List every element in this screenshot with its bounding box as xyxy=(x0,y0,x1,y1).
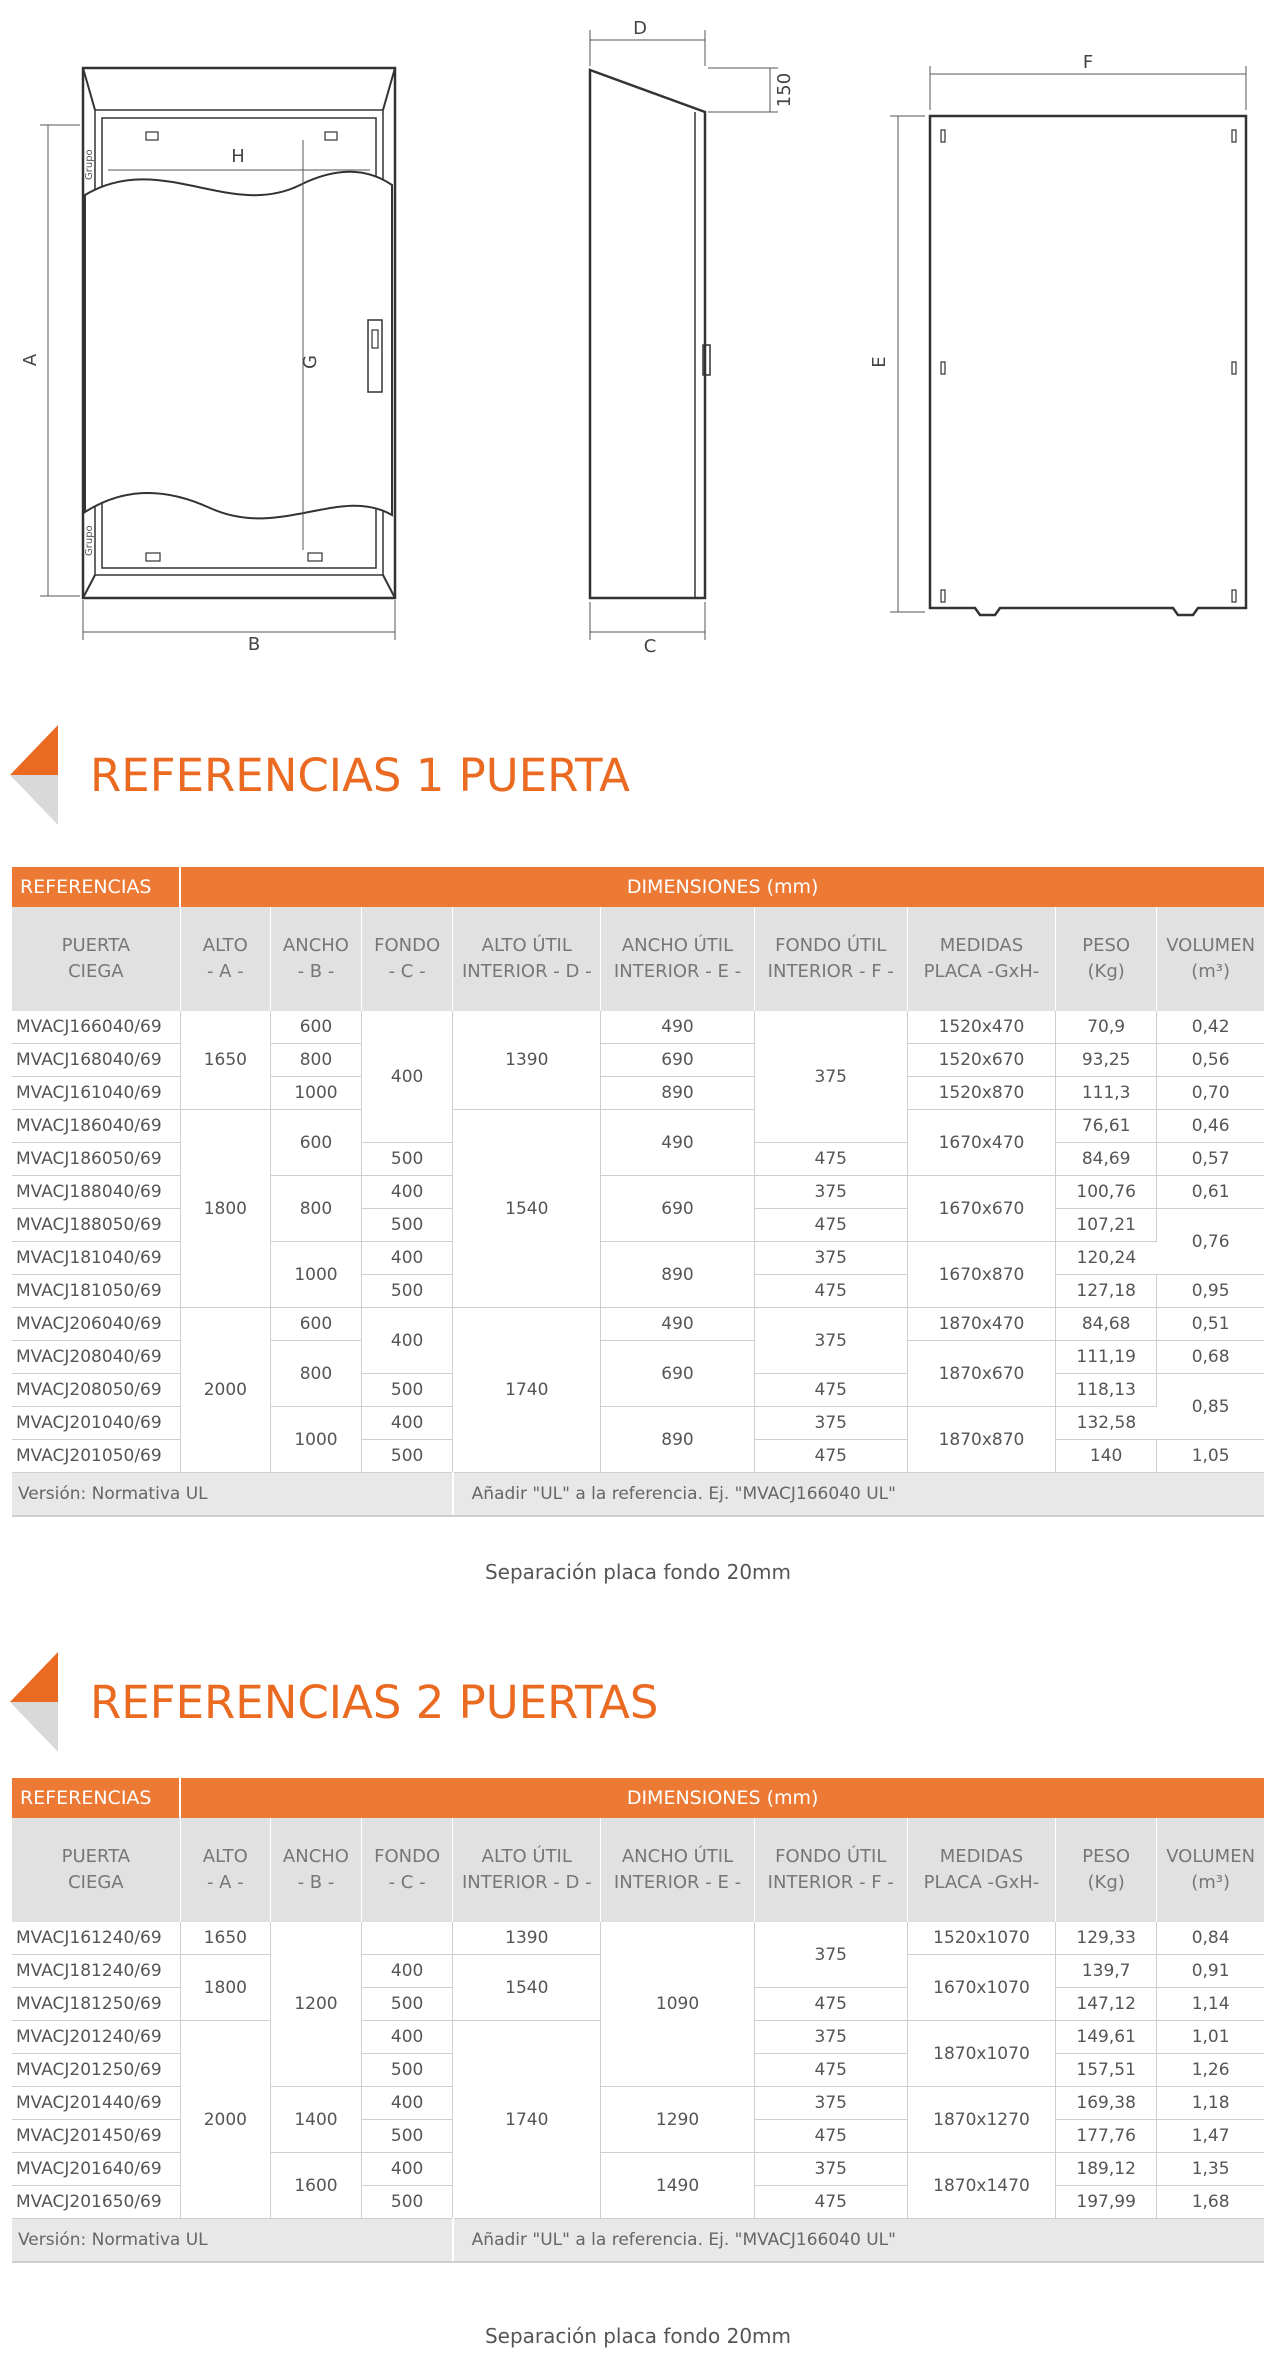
cell-ref: MVACJ206040/69 xyxy=(12,1308,180,1341)
cell-volumen: 0,61 xyxy=(1157,1176,1264,1209)
col-header-ancho: ANCHO - B - xyxy=(270,907,361,1011)
cell-ancho: 1000 xyxy=(270,1242,361,1308)
cell-ref: MVACJ188040/69 xyxy=(12,1176,180,1209)
cell-ref: MVACJ186040/69 xyxy=(12,1110,180,1143)
cell-peso: 157,51 xyxy=(1056,2054,1157,2087)
cell-fondo: 400 xyxy=(362,1407,453,1440)
cell-ancho-util: 490 xyxy=(601,1308,754,1341)
cell-fondo-util: 475 xyxy=(754,2054,907,2087)
side-view-drawing xyxy=(590,70,710,598)
cell-fondo-util: 475 xyxy=(754,1209,907,1242)
cell-fondo-util: 475 xyxy=(754,2186,907,2219)
cell-ancho: 800 xyxy=(270,1341,361,1407)
dim-d-label: D xyxy=(633,18,647,39)
cell-medidas: 1670x870 xyxy=(907,1242,1055,1308)
section-arrow-icon xyxy=(10,1652,60,1752)
cell-peso: 169,38 xyxy=(1056,2087,1157,2120)
cell-ancho-util: 690 xyxy=(601,1176,754,1242)
col-header-fondo-util: FONDO ÚTIL INTERIOR - F - xyxy=(754,907,907,1011)
cell-peso: 76,61 xyxy=(1056,1110,1157,1143)
cell-volumen: 1,35 xyxy=(1157,2153,1264,2186)
col-header-alto: ALTO - A - xyxy=(180,907,270,1011)
cell-ancho-util: 890 xyxy=(601,1077,754,1110)
section-title: REFERENCIAS 2 PUERTAS xyxy=(90,1676,659,1729)
col-header-volumen: VOLUMEN (m³) xyxy=(1157,1818,1264,1922)
cell-ancho-util: 1090 xyxy=(601,1922,754,2087)
cell-fondo-util: 475 xyxy=(754,1988,907,2021)
version-label: Versión: Normativa UL xyxy=(12,2219,453,2263)
cell-volumen: 0,85 xyxy=(1157,1374,1264,1440)
cell-fondo: 400 xyxy=(362,1308,453,1374)
cell-ref: MVACJ168040/69 xyxy=(12,1044,180,1077)
cell-alto: 2000 xyxy=(180,1308,270,1473)
plate-view-drawing xyxy=(930,116,1246,615)
cell-fondo: 500 xyxy=(362,2054,453,2087)
cell-volumen: 0,95 xyxy=(1157,1275,1264,1308)
cell-volumen: 0,56 xyxy=(1157,1044,1264,1077)
cell-volumen: 1,47 xyxy=(1157,2120,1264,2153)
cell-ancho: 1400 xyxy=(270,2087,361,2153)
version-note: Añadir "UL" a la referencia. Ej. "MVACJ166040 UL" xyxy=(453,1473,1264,1517)
cell-medidas: 1870x1270 xyxy=(907,2087,1055,2153)
dim-c-label: C xyxy=(643,636,657,657)
cell-alto-util: 1740 xyxy=(453,2021,601,2219)
cell-ancho-util: 690 xyxy=(601,1044,754,1077)
cell-ref: MVACJ181250/69 xyxy=(12,1988,180,2021)
cell-volumen: 0,46 xyxy=(1157,1110,1264,1143)
cell-volumen: 1,01 xyxy=(1157,2021,1264,2054)
cell-ref: MVACJ201040/69 xyxy=(12,1407,180,1440)
cell-fondo: 400 xyxy=(362,2153,453,2186)
dim-f-label: F xyxy=(1082,52,1094,73)
cell-fondo xyxy=(362,1922,453,1955)
cell-peso: 197,99 xyxy=(1056,2186,1157,2219)
cell-ref: MVACJ188050/69 xyxy=(12,1209,180,1242)
version-label: Versión: Normativa UL xyxy=(12,1473,453,1517)
cell-ancho-util: 690 xyxy=(601,1341,754,1407)
technical-drawings xyxy=(0,0,1276,680)
cell-ancho: 600 xyxy=(270,1110,361,1176)
cell-ancho-util: 890 xyxy=(601,1242,754,1308)
cell-volumen: 1,68 xyxy=(1157,2186,1264,2219)
col-header-ancho-util: ANCHO ÚTIL INTERIOR - E - xyxy=(601,907,754,1011)
cell-volumen: 0,84 xyxy=(1157,1922,1264,1955)
cell-fondo-util: 375 xyxy=(754,1922,907,1988)
cell-peso: 139,7 xyxy=(1056,1955,1157,1988)
cell-ref: MVACJ208040/69 xyxy=(12,1341,180,1374)
header-dimensiones: DIMENSIONES (mm) xyxy=(180,867,1264,907)
cell-volumen: 0,70 xyxy=(1157,1077,1264,1110)
cell-volumen: 0,76 xyxy=(1157,1209,1264,1275)
col-header-alto-util: ALTO ÚTIL INTERIOR - D - xyxy=(453,1818,601,1922)
cell-alto: 1800 xyxy=(180,1955,270,2021)
col-header-medidas: MEDIDAS PLACA -GxH- xyxy=(907,907,1055,1011)
cell-ref: MVACJ208050/69 xyxy=(12,1374,180,1407)
table-body xyxy=(12,1922,1264,2219)
cell-fondo-util: 475 xyxy=(754,1440,907,1473)
cell-fondo-util: 475 xyxy=(754,1143,907,1176)
cell-fondo: 400 xyxy=(362,1011,453,1143)
header-dimensiones: DIMENSIONES (mm) xyxy=(180,1778,1264,1818)
cell-peso: 100,76 xyxy=(1056,1176,1157,1209)
header-referencias: REFERENCIAS xyxy=(12,1778,180,1818)
separation-note: Separación placa fondo 20mm xyxy=(484,2324,792,2348)
cell-medidas: 1670x670 xyxy=(907,1176,1055,1242)
cell-fondo-util: 375 xyxy=(754,1407,907,1440)
cell-ancho: 600 xyxy=(270,1011,361,1044)
references-table-2-doors xyxy=(12,1778,1264,2263)
cell-medidas: 1520x470 xyxy=(907,1011,1055,1044)
dim-150-label: 150 xyxy=(774,72,795,108)
col-header-ancho-util: ANCHO ÚTIL INTERIOR - E - xyxy=(601,1818,754,1922)
cell-ref: MVACJ201240/69 xyxy=(12,2021,180,2054)
cell-fondo: 400 xyxy=(362,1176,453,1209)
cell-peso: 93,25 xyxy=(1056,1044,1157,1077)
cell-peso: 177,76 xyxy=(1056,2120,1157,2153)
cell-volumen: 0,51 xyxy=(1157,1308,1264,1341)
cell-ref: MVACJ166040/69 xyxy=(12,1011,180,1044)
cell-volumen: 1,05 xyxy=(1157,1440,1264,1473)
col-header-alto: ALTO - A - xyxy=(180,1818,270,1922)
cell-medidas: 1870x1070 xyxy=(907,2021,1055,2087)
col-header-peso: PESO (Kg) xyxy=(1056,1818,1157,1922)
version-note: Añadir "UL" a la referencia. Ej. "MVACJ166040 UL" xyxy=(453,2219,1264,2263)
cell-fondo: 500 xyxy=(362,1374,453,1407)
cell-peso: 84,68 xyxy=(1056,1308,1157,1341)
dim-b-label: B xyxy=(247,634,261,655)
cell-alto: 2000 xyxy=(180,2021,270,2219)
cell-medidas: 1870x670 xyxy=(907,1341,1055,1407)
cell-fondo: 400 xyxy=(362,1955,453,1988)
cell-ref: MVACJ201650/69 xyxy=(12,2186,180,2219)
cell-fondo-util: 475 xyxy=(754,1374,907,1407)
cell-peso: 129,33 xyxy=(1056,1922,1157,1955)
cell-ancho-util: 890 xyxy=(601,1407,754,1473)
cell-fondo: 500 xyxy=(362,1275,453,1308)
dim-g-label: G xyxy=(300,355,321,369)
cell-peso: 149,61 xyxy=(1056,2021,1157,2054)
cell-fondo: 500 xyxy=(362,1988,453,2021)
cell-ancho: 1000 xyxy=(270,1407,361,1473)
cell-ancho: 600 xyxy=(270,1308,361,1341)
cell-fondo: 500 xyxy=(362,1143,453,1176)
cell-fondo-util: 375 xyxy=(754,2021,907,2054)
cell-medidas: 1520x670 xyxy=(907,1044,1055,1077)
cell-peso: 111,3 xyxy=(1056,1077,1157,1110)
table-row xyxy=(12,1110,1264,1143)
cell-volumen: 1,26 xyxy=(1157,2054,1264,2087)
cell-ancho: 800 xyxy=(270,1176,361,1242)
separation-note: Separación placa fondo 20mm xyxy=(484,1560,792,1584)
col-header-volumen: VOLUMEN (m³) xyxy=(1157,907,1264,1011)
section-1-header xyxy=(0,725,1276,835)
references-table-1-door xyxy=(12,867,1264,1517)
cell-peso: 84,69 xyxy=(1056,1143,1157,1176)
cell-ref: MVACJ181040/69 xyxy=(12,1242,180,1275)
cell-fondo: 500 xyxy=(362,1209,453,1242)
cell-volumen: 0,42 xyxy=(1157,1011,1264,1044)
col-header-fondo: FONDO - C - xyxy=(362,1818,453,1922)
cell-volumen: 1,14 xyxy=(1157,1988,1264,2021)
table-row xyxy=(12,1922,1264,1955)
col-header-fondo: FONDO - C - xyxy=(362,907,453,1011)
cell-peso: 189,12 xyxy=(1056,2153,1157,2186)
cell-fondo-util: 375 xyxy=(754,1308,907,1374)
cell-fondo-util: 375 xyxy=(754,1242,907,1275)
cell-alto-util: 1390 xyxy=(453,1011,601,1110)
dim-h-label: H xyxy=(231,146,245,167)
col-header-medidas: MEDIDAS PLACA -GxH- xyxy=(907,1818,1055,1922)
dim-a-label: A xyxy=(20,353,41,367)
section-title: REFERENCIAS 1 PUERTA xyxy=(90,749,630,802)
cell-fondo-util: 475 xyxy=(754,1275,907,1308)
cell-medidas: 1870x870 xyxy=(907,1407,1055,1473)
cell-fondo: 400 xyxy=(362,2087,453,2120)
cell-fondo-util: 375 xyxy=(754,1176,907,1209)
cell-peso: 127,18 xyxy=(1056,1275,1157,1308)
col-header-puerta: PUERTA CIEGA xyxy=(12,907,180,1011)
col-header-puerta: PUERTA CIEGA xyxy=(12,1818,180,1922)
cell-ref: MVACJ181240/69 xyxy=(12,1955,180,1988)
cell-peso: 147,12 xyxy=(1056,1988,1157,2021)
cell-fondo: 400 xyxy=(362,1242,453,1275)
cell-ancho: 800 xyxy=(270,1044,361,1077)
cell-ref: MVACJ186050/69 xyxy=(12,1143,180,1176)
cell-volumen: 0,68 xyxy=(1157,1341,1264,1374)
cell-ref: MVACJ201450/69 xyxy=(12,2120,180,2153)
cell-fondo: 500 xyxy=(362,2120,453,2153)
cell-peso: 70,9 xyxy=(1056,1011,1157,1044)
cell-ref: MVACJ201440/69 xyxy=(12,2087,180,2120)
table-row xyxy=(12,1308,1264,1341)
cell-ref: MVACJ161240/69 xyxy=(12,1922,180,1955)
cell-medidas: 1870x1470 xyxy=(907,2153,1055,2219)
brand-logo-top: Grupo xyxy=(84,149,95,180)
cell-volumen: 0,91 xyxy=(1157,1955,1264,1988)
cell-ancho: 1600 xyxy=(270,2153,361,2219)
cell-fondo-util: 375 xyxy=(754,1011,907,1143)
cell-ref: MVACJ181050/69 xyxy=(12,1275,180,1308)
cell-alto: 1650 xyxy=(180,1011,270,1110)
brand-logo-bottom: Grupo xyxy=(84,525,95,556)
col-header-ancho: ANCHO - B - xyxy=(270,1818,361,1922)
cell-volumen: 1,18 xyxy=(1157,2087,1264,2120)
cell-alto-util: 1390 xyxy=(453,1922,601,1955)
cell-ancho-util: 490 xyxy=(601,1110,754,1176)
cell-fondo: 400 xyxy=(362,2021,453,2054)
cell-alto-util: 1540 xyxy=(453,1110,601,1308)
cell-peso: 107,21 xyxy=(1056,1209,1157,1242)
cell-alto-util: 1740 xyxy=(453,1308,601,1473)
cell-fondo-util: 475 xyxy=(754,2120,907,2153)
cell-medidas: 1870x470 xyxy=(907,1308,1055,1341)
cell-peso: 120,24 xyxy=(1056,1242,1157,1275)
header-referencias: REFERENCIAS xyxy=(12,867,180,907)
cell-fondo-util: 375 xyxy=(754,2153,907,2186)
cell-alto: 1800 xyxy=(180,1110,270,1308)
table-row xyxy=(12,1011,1264,1044)
cell-peso: 118,13 xyxy=(1056,1374,1157,1407)
cell-medidas: 1520x870 xyxy=(907,1077,1055,1110)
col-header-alto-util: ALTO ÚTIL INTERIOR - D - xyxy=(453,907,601,1011)
cell-fondo: 500 xyxy=(362,1440,453,1473)
cell-volumen: 0,57 xyxy=(1157,1143,1264,1176)
cell-peso: 132,58 xyxy=(1056,1407,1157,1440)
section-arrow-icon xyxy=(10,725,60,825)
dim-e-label: E xyxy=(869,356,890,368)
col-header-peso: PESO (Kg) xyxy=(1056,907,1157,1011)
cell-ancho: 1200 xyxy=(270,1922,361,2087)
table-body xyxy=(12,1011,1264,1473)
cell-ref: MVACJ161040/69 xyxy=(12,1077,180,1110)
cell-ancho-util: 1490 xyxy=(601,2153,754,2219)
cell-medidas: 1520x1070 xyxy=(907,1922,1055,1955)
cell-ancho-util: 1290 xyxy=(601,2087,754,2153)
cell-alto: 1650 xyxy=(180,1922,270,1955)
cell-ancho-util: 490 xyxy=(601,1011,754,1044)
section-2-header xyxy=(0,1652,1276,1762)
col-header-fondo-util: FONDO ÚTIL INTERIOR - F - xyxy=(754,1818,907,1922)
cell-ref: MVACJ201250/69 xyxy=(12,2054,180,2087)
cell-fondo-util: 375 xyxy=(754,2087,907,2120)
cell-peso: 140 xyxy=(1056,1440,1157,1473)
cell-medidas: 1670x1070 xyxy=(907,1955,1055,2021)
cell-fondo: 500 xyxy=(362,2186,453,2219)
cell-alto-util: 1540 xyxy=(453,1955,601,2021)
cell-ancho: 1000 xyxy=(270,1077,361,1110)
cell-peso: 111,19 xyxy=(1056,1341,1157,1374)
cell-ref: MVACJ201050/69 xyxy=(12,1440,180,1473)
cell-medidas: 1670x470 xyxy=(907,1110,1055,1176)
cell-ref: MVACJ201640/69 xyxy=(12,2153,180,2186)
